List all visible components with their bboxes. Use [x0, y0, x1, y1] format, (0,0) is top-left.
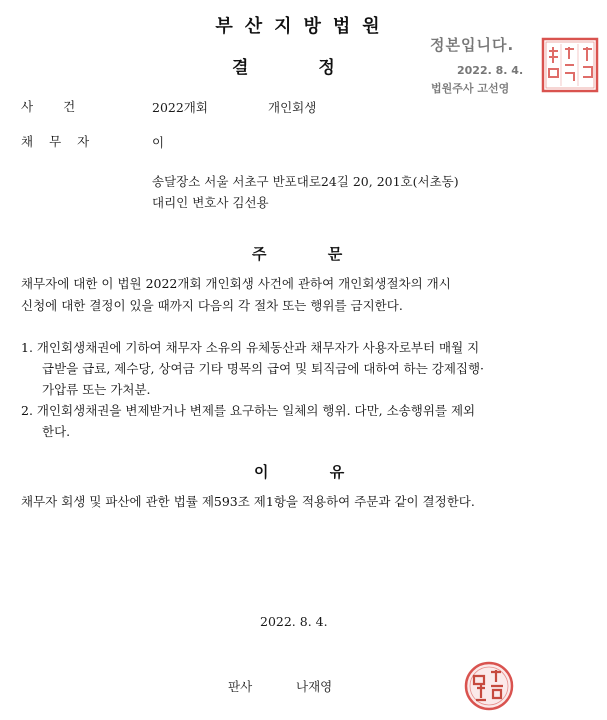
- decision-date: 2022. 8. 4.: [260, 614, 328, 629]
- debtor-name: 이: [152, 135, 165, 150]
- certification-clerk: 법원주사 고선영: [431, 82, 510, 95]
- clerk-seal: [541, 37, 599, 93]
- case-number: 2022개회: [152, 100, 208, 115]
- debtor-attorney: 대리인 변호사 김선용: [152, 195, 269, 210]
- certification-date: 2022. 8. 4.: [457, 64, 524, 77]
- order-item-1-line2: 급받을 급료, 제수당, 상여금 기타 명목의 급여 및 퇴직금에 대하여 하는 강제집행·: [42, 361, 485, 376]
- debtor-address: 송달장소 서울 서초구 반포대로24길 20, 201호(서초동): [152, 174, 459, 189]
- case-label: 사건: [21, 99, 106, 114]
- reason-title: 이 유: [254, 463, 345, 481]
- order-item-2-line1: 2. 개인회생채권을 변제받거나 변제를 요구하는 일체의 행위. 다만, 소송행위를 제외: [21, 403, 476, 418]
- order-title: 주 문: [252, 245, 343, 263]
- court-name: 부산지방법원: [215, 16, 392, 37]
- order-item-2-line2: 한다.: [42, 424, 71, 439]
- order-item-1-line1: 1. 개인회생채권에 기하여 채무자 소유의 유체동산과 채무자가 사용자로부터 매월 지: [21, 340, 480, 355]
- document-title: 결 정: [232, 58, 335, 78]
- order-intro-line2: 신청에 대한 결정이 있을 때까지 다음의 각 절차 또는 행위를 금지한다.: [21, 298, 403, 313]
- debtor-label: 채무자: [21, 134, 106, 149]
- case-type: 개인회생: [268, 100, 317, 115]
- judge-seal: [462, 660, 516, 712]
- order-item-1-line3: 가압류 또는 가처분.: [42, 382, 151, 397]
- order-intro-line1: 채무자에 대한 이 법원 2022개회 개인회생 사건에 관하여 개인회생절차의 개시: [21, 276, 451, 291]
- judge-title: 판사: [228, 679, 253, 694]
- certification-text: 정본입니다.: [430, 36, 515, 54]
- judge-name: 나재영: [296, 679, 333, 694]
- reason-text: 채무자 회생 및 파산에 관한 법률 제593조 제1항을 적용하여 주문과 같이 결정한다.: [21, 494, 475, 509]
